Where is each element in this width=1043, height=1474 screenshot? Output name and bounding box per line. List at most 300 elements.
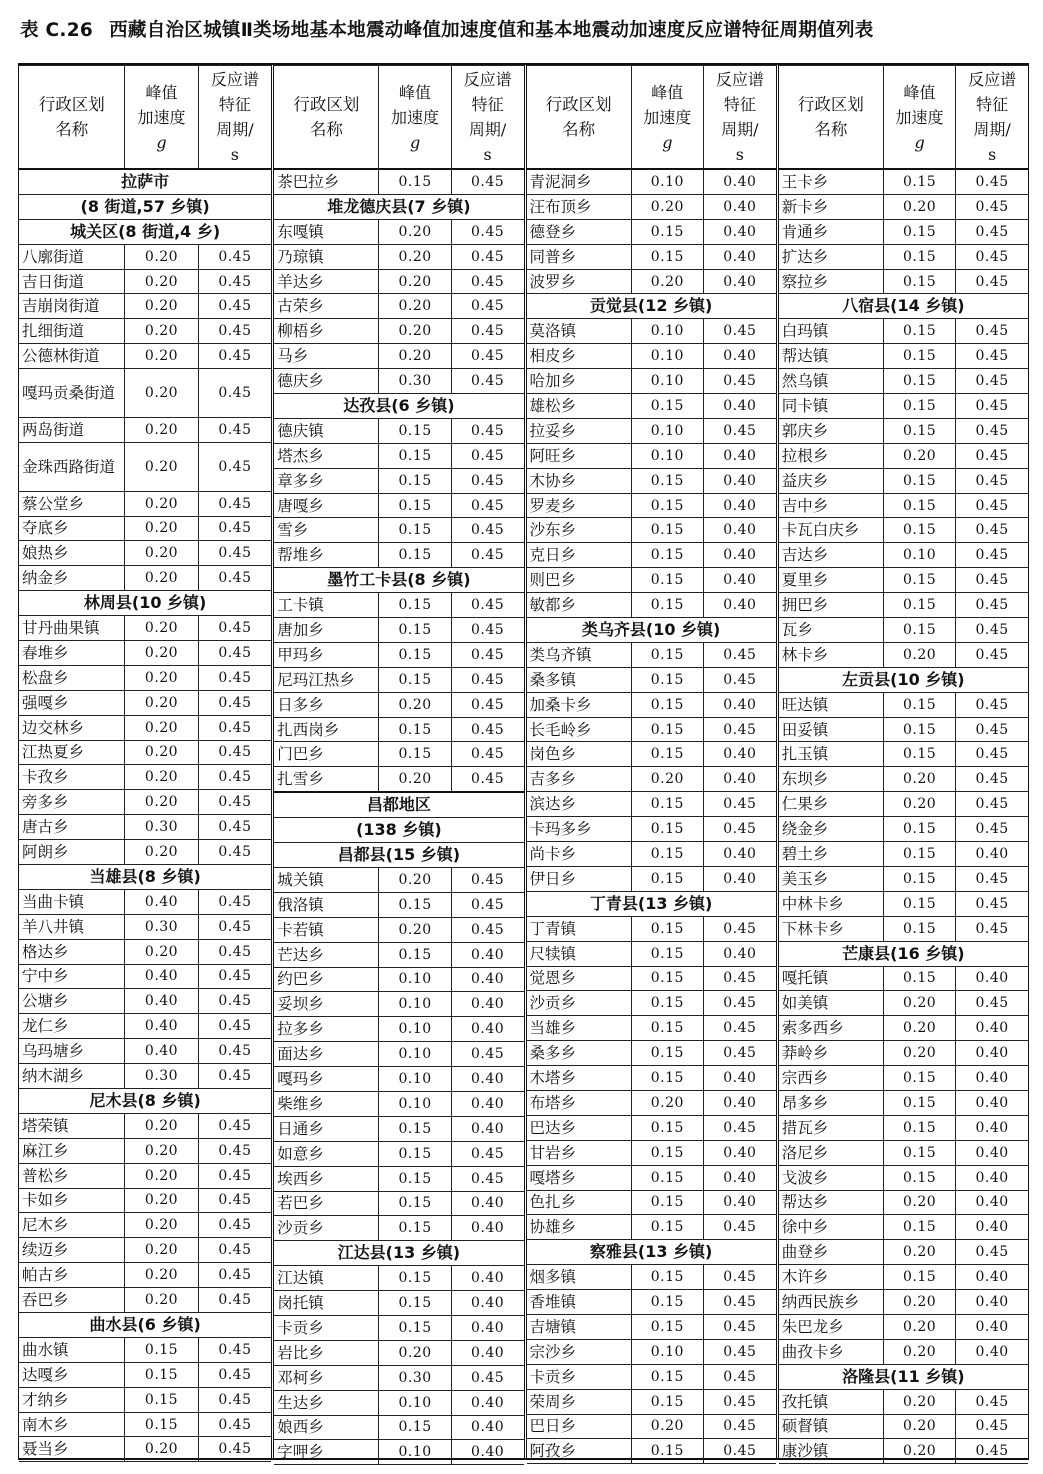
table-row xyxy=(779,593,1028,618)
region-name: 硕督镇 xyxy=(779,1414,884,1439)
region-name: 木塔乡 xyxy=(527,1066,632,1091)
peak-acceleration-value: 0.15 xyxy=(379,1266,451,1291)
table-row xyxy=(19,442,271,491)
table-row xyxy=(527,991,776,1016)
characteristic-period-value: 0.40 xyxy=(956,1115,1028,1140)
region-name: 绕金乡 xyxy=(779,817,884,842)
table-row xyxy=(19,1263,271,1288)
table-row xyxy=(779,1140,1028,1165)
header-name-line: 行政区划 xyxy=(293,95,360,114)
characteristic-period-value: 0.40 xyxy=(451,1216,523,1241)
table-row xyxy=(19,294,271,319)
peak-acceleration-value: 0.15 xyxy=(631,1140,703,1165)
table-column-4 xyxy=(776,65,1028,1461)
peak-acceleration-value: 0.15 xyxy=(631,1265,703,1290)
table-row xyxy=(527,219,776,244)
characteristic-period-value: 0.45 xyxy=(956,219,1028,244)
region-name: 烟多镇 xyxy=(527,1265,632,1290)
peak-acceleration-value: 0.10 xyxy=(379,1067,451,1092)
peak-acceleration-value: 0.20 xyxy=(125,344,198,369)
column-table xyxy=(274,65,523,1465)
peak-acceleration-value: 0.15 xyxy=(883,244,955,269)
region-name: 江热夏乡 xyxy=(19,740,125,765)
characteristic-period-value: 0.40 xyxy=(451,1440,523,1465)
characteristic-period-value: 0.40 xyxy=(956,1265,1028,1290)
header-peak-acceleration xyxy=(883,66,955,170)
header-characteristic-period-line: s xyxy=(735,145,744,164)
table-column-3 xyxy=(524,65,776,1461)
peak-acceleration-value: 0.20 xyxy=(379,294,451,319)
group-row xyxy=(19,591,271,616)
peak-acceleration-value: 0.15 xyxy=(631,991,703,1016)
region-name: 德庆乡 xyxy=(274,369,379,394)
region-name: 仁果乡 xyxy=(779,792,884,817)
peak-acceleration-value: 0.20 xyxy=(125,491,198,516)
peak-acceleration-value: 0.15 xyxy=(883,1215,955,1240)
characteristic-period-value: 0.45 xyxy=(956,692,1028,717)
region-name: 如美镇 xyxy=(779,991,884,1016)
peak-acceleration-value: 0.15 xyxy=(631,941,703,966)
characteristic-period-value: 0.45 xyxy=(198,765,271,790)
peak-acceleration-value: 0.15 xyxy=(883,742,955,767)
peak-acceleration-value: 0.20 xyxy=(125,319,198,344)
region-name: 岗色乡 xyxy=(527,742,632,767)
region-name: 拉妥乡 xyxy=(527,418,632,443)
table-row xyxy=(19,319,271,344)
group-row xyxy=(527,618,776,643)
region-name: 嘎托镇 xyxy=(779,966,884,991)
peak-acceleration-value: 0.20 xyxy=(883,1389,955,1414)
header-characteristic-period-line: s xyxy=(483,145,492,164)
region-name: 若巴乡 xyxy=(274,1191,379,1216)
characteristic-period-value: 0.45 xyxy=(703,1439,775,1464)
region-name: 昂多乡 xyxy=(779,1090,884,1115)
table-row xyxy=(779,1115,1028,1140)
characteristic-period-value: 0.45 xyxy=(451,1365,523,1390)
peak-acceleration-value: 0.15 xyxy=(883,618,955,643)
region-heading: 洛隆县(11 乡镇) xyxy=(779,1364,1028,1389)
region-name: 柳梧乡 xyxy=(274,319,379,344)
region-name: 柴维乡 xyxy=(274,1091,379,1116)
table-row xyxy=(274,1266,523,1291)
characteristic-period-value: 0.45 xyxy=(198,1412,271,1437)
header-name xyxy=(779,66,884,170)
table-row xyxy=(779,717,1028,742)
peak-acceleration-value: 0.40 xyxy=(125,1014,198,1039)
group-row xyxy=(779,1364,1028,1389)
header-peak-acceleration-line: g xyxy=(156,132,167,152)
table-row xyxy=(779,518,1028,543)
region-name: 瓦乡 xyxy=(779,618,884,643)
region-name: 字呷乡 xyxy=(274,1440,379,1465)
characteristic-period-value: 0.45 xyxy=(703,1414,775,1439)
peak-acceleration-value: 0.10 xyxy=(883,543,955,568)
region-name: 徐中乡 xyxy=(779,1215,884,1240)
table-row xyxy=(274,1017,523,1042)
peak-acceleration-value: 0.15 xyxy=(883,1165,955,1190)
region-name: 嘎玛贡桑街道 xyxy=(19,369,125,418)
region-name: 甲玛乡 xyxy=(274,642,379,667)
peak-acceleration-value: 0.20 xyxy=(125,1113,198,1138)
characteristic-period-value: 0.45 xyxy=(198,1437,271,1462)
peak-acceleration-value: 0.15 xyxy=(883,493,955,518)
characteristic-period-value: 0.45 xyxy=(198,815,271,840)
table-row xyxy=(274,1340,523,1365)
table-row xyxy=(779,493,1028,518)
table-row xyxy=(19,939,271,964)
region-name: 王卡乡 xyxy=(779,169,884,194)
header-characteristic-period-line: 反应谱 xyxy=(463,70,512,89)
characteristic-period-value: 0.45 xyxy=(451,593,523,618)
characteristic-period-value: 0.40 xyxy=(956,1190,1028,1215)
table-row xyxy=(19,815,271,840)
peak-acceleration-value: 0.15 xyxy=(631,916,703,941)
peak-acceleration-value: 0.20 xyxy=(125,541,198,566)
table-row xyxy=(779,1066,1028,1091)
region-name: 旁多乡 xyxy=(19,790,125,815)
group-row xyxy=(527,891,776,916)
header-row xyxy=(779,66,1028,170)
table-row xyxy=(779,169,1028,194)
table-row xyxy=(274,1440,523,1465)
table-row xyxy=(527,1140,776,1165)
peak-acceleration-value: 0.20 xyxy=(631,269,703,294)
peak-acceleration-value: 0.20 xyxy=(631,1414,703,1439)
characteristic-period-value: 0.45 xyxy=(198,939,271,964)
characteristic-period-value: 0.45 xyxy=(198,491,271,516)
peak-acceleration-value: 0.15 xyxy=(883,593,955,618)
characteristic-period-value: 0.45 xyxy=(198,1163,271,1188)
characteristic-period-value: 0.45 xyxy=(956,991,1028,1016)
peak-acceleration-value: 0.15 xyxy=(631,219,703,244)
characteristic-period-value: 0.40 xyxy=(703,344,775,369)
peak-acceleration-value: 0.20 xyxy=(125,1138,198,1163)
region-name: 金珠西路街道 xyxy=(19,442,125,491)
characteristic-period-value: 0.45 xyxy=(956,269,1028,294)
data-table xyxy=(18,63,1029,1460)
peak-acceleration-value: 0.20 xyxy=(883,1339,955,1364)
table-row xyxy=(779,1041,1028,1066)
table-row xyxy=(527,394,776,419)
region-name: 协雄乡 xyxy=(527,1215,632,1240)
characteristic-period-value: 0.40 xyxy=(703,518,775,543)
peak-acceleration-value: 0.15 xyxy=(631,1190,703,1215)
region-heading: 达孜县(6 乡镇) xyxy=(274,394,523,419)
region-name: 美玉乡 xyxy=(779,866,884,891)
region-name: 拉根乡 xyxy=(779,443,884,468)
peak-acceleration-value: 0.15 xyxy=(379,717,451,742)
characteristic-period-value: 0.40 xyxy=(451,967,523,992)
region-name: 扎雪乡 xyxy=(274,767,379,792)
region-name: 曲水镇 xyxy=(19,1337,125,1362)
peak-acceleration-value: 0.15 xyxy=(883,1090,955,1115)
region-heading: 贡觉县(12 乡镇) xyxy=(527,294,776,319)
header-peak-acceleration-line: 峰值 xyxy=(903,82,936,102)
region-name: 嘎塔乡 xyxy=(527,1165,632,1190)
peak-acceleration-value: 0.15 xyxy=(379,593,451,618)
region-name: 城关镇 xyxy=(274,867,379,892)
peak-acceleration-value: 0.15 xyxy=(379,1166,451,1191)
characteristic-period-value: 0.45 xyxy=(198,840,271,865)
peak-acceleration-value: 0.20 xyxy=(125,1163,198,1188)
region-name: 益庆乡 xyxy=(779,468,884,493)
table-row xyxy=(274,717,523,742)
peak-acceleration-value: 0.15 xyxy=(379,493,451,518)
table-row xyxy=(274,369,523,394)
peak-acceleration-value: 0.15 xyxy=(631,543,703,568)
region-heading: 察雅县(13 乡镇) xyxy=(527,1240,776,1265)
region-name: 沙贡乡 xyxy=(274,1216,379,1241)
peak-acceleration-value: 0.15 xyxy=(631,817,703,842)
table-row xyxy=(19,244,271,269)
peak-acceleration-value: 0.15 xyxy=(883,1115,955,1140)
header-characteristic-period xyxy=(956,66,1028,170)
peak-acceleration-value: 0.30 xyxy=(379,1365,451,1390)
peak-acceleration-value: 0.20 xyxy=(379,867,451,892)
table-row xyxy=(779,1314,1028,1339)
peak-acceleration-value: 0.10 xyxy=(379,967,451,992)
region-name: 曲孜卡乡 xyxy=(779,1339,884,1364)
peak-acceleration-value: 0.15 xyxy=(883,344,955,369)
characteristic-period-value: 0.45 xyxy=(956,568,1028,593)
table-row xyxy=(274,917,523,942)
header-name-line: 名称 xyxy=(309,120,343,139)
region-name: 波罗乡 xyxy=(527,269,632,294)
characteristic-period-value: 0.40 xyxy=(703,941,775,966)
peak-acceleration-value: 0.20 xyxy=(125,715,198,740)
region-heading: 昌都县(15 乡镇) xyxy=(274,843,523,868)
characteristic-period-value: 0.40 xyxy=(703,394,775,419)
region-name: 觉恩乡 xyxy=(527,966,632,991)
table-row xyxy=(779,219,1028,244)
table-row xyxy=(19,1039,271,1064)
peak-acceleration-value: 0.15 xyxy=(125,1362,198,1387)
peak-acceleration-value: 0.20 xyxy=(379,917,451,942)
peak-acceleration-value: 0.15 xyxy=(379,468,451,493)
peak-acceleration-value: 0.15 xyxy=(631,1165,703,1190)
group-row xyxy=(19,1313,271,1338)
region-name: 邓柯乡 xyxy=(274,1365,379,1390)
region-name: 沙贡乡 xyxy=(527,991,632,1016)
characteristic-period-value: 0.45 xyxy=(198,269,271,294)
table-row xyxy=(274,892,523,917)
characteristic-period-value: 0.45 xyxy=(956,817,1028,842)
table-row xyxy=(19,914,271,939)
region-name: 孜托镇 xyxy=(779,1389,884,1414)
region-name: 尺犊镇 xyxy=(527,941,632,966)
region-name: 布塔乡 xyxy=(527,1090,632,1115)
region-name: 妥坝乡 xyxy=(274,992,379,1017)
region-name: 木协乡 xyxy=(527,468,632,493)
table-row xyxy=(19,491,271,516)
characteristic-period-value: 0.45 xyxy=(451,1042,523,1067)
table-row xyxy=(19,665,271,690)
region-name: 荣周乡 xyxy=(527,1389,632,1414)
table-row xyxy=(779,244,1028,269)
peak-acceleration-value: 0.20 xyxy=(631,1090,703,1115)
characteristic-period-value: 0.45 xyxy=(198,665,271,690)
region-name: 加桑卡乡 xyxy=(527,692,632,717)
characteristic-period-value: 0.45 xyxy=(703,418,775,443)
region-name: 莽岭乡 xyxy=(779,1041,884,1066)
characteristic-period-value: 0.45 xyxy=(451,692,523,717)
header-name-line: 名称 xyxy=(814,120,848,139)
characteristic-period-value: 0.45 xyxy=(451,618,523,643)
characteristic-period-value: 0.40 xyxy=(451,1116,523,1141)
region-name: 罗麦乡 xyxy=(527,493,632,518)
table-row xyxy=(527,767,776,792)
peak-acceleration-value: 0.15 xyxy=(631,667,703,692)
characteristic-period-value: 0.45 xyxy=(198,1014,271,1039)
region-name: 青泥洞乡 xyxy=(527,169,632,194)
table-row xyxy=(779,369,1028,394)
region-name: 尼木乡 xyxy=(19,1213,125,1238)
table-row xyxy=(274,642,523,667)
region-name: 宗西乡 xyxy=(779,1066,884,1091)
region-name: 格达乡 xyxy=(19,939,125,964)
table-row xyxy=(527,817,776,842)
peak-acceleration-value: 0.30 xyxy=(125,1064,198,1089)
table-row xyxy=(19,1238,271,1263)
characteristic-period-value: 0.45 xyxy=(198,344,271,369)
group-row xyxy=(527,294,776,319)
peak-acceleration-value: 0.30 xyxy=(125,815,198,840)
region-name: 聂当乡 xyxy=(19,1437,125,1462)
table-row xyxy=(274,1291,523,1316)
table-row xyxy=(274,1216,523,1241)
peak-acceleration-value: 0.10 xyxy=(631,344,703,369)
characteristic-period-value: 0.45 xyxy=(198,690,271,715)
characteristic-period-value: 0.40 xyxy=(703,194,775,219)
peak-acceleration-value: 0.20 xyxy=(379,244,451,269)
characteristic-period-value: 0.45 xyxy=(956,717,1028,742)
peak-acceleration-value: 0.15 xyxy=(379,1291,451,1316)
characteristic-period-value: 0.40 xyxy=(451,992,523,1017)
peak-acceleration-value: 0.15 xyxy=(631,1066,703,1091)
peak-acceleration-value: 0.15 xyxy=(883,891,955,916)
table-row xyxy=(274,319,523,344)
characteristic-period-value: 0.40 xyxy=(956,1066,1028,1091)
header-characteristic-period-line: s xyxy=(987,145,997,164)
characteristic-period-value: 0.45 xyxy=(451,269,523,294)
characteristic-period-value: 0.45 xyxy=(703,667,775,692)
characteristic-period-value: 0.45 xyxy=(956,1414,1028,1439)
table-row xyxy=(527,1041,776,1066)
peak-acceleration-value: 0.15 xyxy=(883,219,955,244)
peak-acceleration-value: 0.20 xyxy=(379,1340,451,1365)
peak-acceleration-value: 0.15 xyxy=(631,1215,703,1240)
table-row xyxy=(527,1439,776,1464)
region-name: 哈加乡 xyxy=(527,369,632,394)
peak-acceleration-value: 0.15 xyxy=(631,742,703,767)
characteristic-period-value: 0.40 xyxy=(703,842,775,867)
table-row xyxy=(779,842,1028,867)
region-name: 敏都乡 xyxy=(527,593,632,618)
table-row xyxy=(19,640,271,665)
peak-acceleration-value: 0.40 xyxy=(125,989,198,1014)
region-name: 蔡公堂乡 xyxy=(19,491,125,516)
region-name: 如意乡 xyxy=(274,1141,379,1166)
region-name: 当雄乡 xyxy=(527,1016,632,1041)
region-name: 纳西民族乡 xyxy=(779,1290,884,1315)
region-name: 芒达乡 xyxy=(274,942,379,967)
characteristic-period-value: 0.40 xyxy=(703,169,775,194)
peak-acceleration-value: 0.15 xyxy=(631,966,703,991)
region-name: 龙仁乡 xyxy=(19,1014,125,1039)
table-row xyxy=(527,1115,776,1140)
characteristic-period-value: 0.40 xyxy=(956,842,1028,867)
region-name: 羊达乡 xyxy=(274,269,379,294)
region-heading: 左贡县(10 乡镇) xyxy=(779,667,1028,692)
region-name: 阿孜乡 xyxy=(527,1439,632,1464)
region-name: 阿旺乡 xyxy=(527,443,632,468)
characteristic-period-value: 0.40 xyxy=(703,219,775,244)
region-name: 岗托镇 xyxy=(274,1291,379,1316)
peak-acceleration-value: 0.15 xyxy=(883,692,955,717)
group-row xyxy=(274,843,523,868)
characteristic-period-value: 0.45 xyxy=(956,1439,1028,1464)
characteristic-period-value: 0.45 xyxy=(956,642,1028,667)
header-characteristic-period-line: 周期/ xyxy=(216,120,254,139)
table-row xyxy=(527,1016,776,1041)
peak-acceleration-value: 0.10 xyxy=(631,169,703,194)
region-name: 古荣乡 xyxy=(274,294,379,319)
region-name: 帮达镇 xyxy=(779,344,884,369)
region-name: 日多乡 xyxy=(274,692,379,717)
characteristic-period-value: 0.45 xyxy=(703,642,775,667)
peak-acceleration-value: 0.20 xyxy=(883,1414,955,1439)
peak-acceleration-value: 0.15 xyxy=(883,817,955,842)
header-name xyxy=(274,66,379,170)
peak-acceleration-value: 0.20 xyxy=(379,219,451,244)
characteristic-period-value: 0.45 xyxy=(956,1240,1028,1265)
peak-acceleration-value: 0.20 xyxy=(883,443,955,468)
peak-acceleration-value: 0.15 xyxy=(883,394,955,419)
region-name: 尚卡乡 xyxy=(527,842,632,867)
table-row xyxy=(19,1163,271,1188)
region-name: 南木乡 xyxy=(19,1412,125,1437)
characteristic-period-value: 0.45 xyxy=(956,194,1028,219)
characteristic-period-value: 0.45 xyxy=(198,541,271,566)
header-characteristic-period-line: 周期/ xyxy=(973,120,1011,139)
region-name: 沙东乡 xyxy=(527,518,632,543)
peak-acceleration-value: 0.15 xyxy=(631,1439,703,1464)
characteristic-period-value: 0.40 xyxy=(451,1340,523,1365)
table-row xyxy=(274,742,523,767)
group-row xyxy=(19,194,271,219)
peak-acceleration-value: 0.20 xyxy=(125,665,198,690)
characteristic-period-value: 0.45 xyxy=(198,616,271,641)
table-row xyxy=(779,194,1028,219)
region-name: 察拉乡 xyxy=(779,269,884,294)
peak-acceleration-value: 0.10 xyxy=(631,1339,703,1364)
characteristic-period-value: 0.40 xyxy=(956,1016,1028,1041)
header-peak-acceleration-line: 峰值 xyxy=(145,82,178,102)
characteristic-period-value: 0.45 xyxy=(451,443,523,468)
table-row xyxy=(779,618,1028,643)
characteristic-period-value: 0.45 xyxy=(956,618,1028,643)
table-row xyxy=(779,394,1028,419)
peak-acceleration-value: 0.15 xyxy=(883,169,955,194)
peak-acceleration-value: 0.20 xyxy=(125,1238,198,1263)
table-row xyxy=(527,269,776,294)
region-name: 木许乡 xyxy=(779,1265,884,1290)
characteristic-period-value: 0.45 xyxy=(451,867,523,892)
characteristic-period-value: 0.45 xyxy=(956,344,1028,369)
characteristic-period-value: 0.45 xyxy=(198,1039,271,1064)
group-row xyxy=(274,818,523,843)
header-row xyxy=(19,66,271,170)
